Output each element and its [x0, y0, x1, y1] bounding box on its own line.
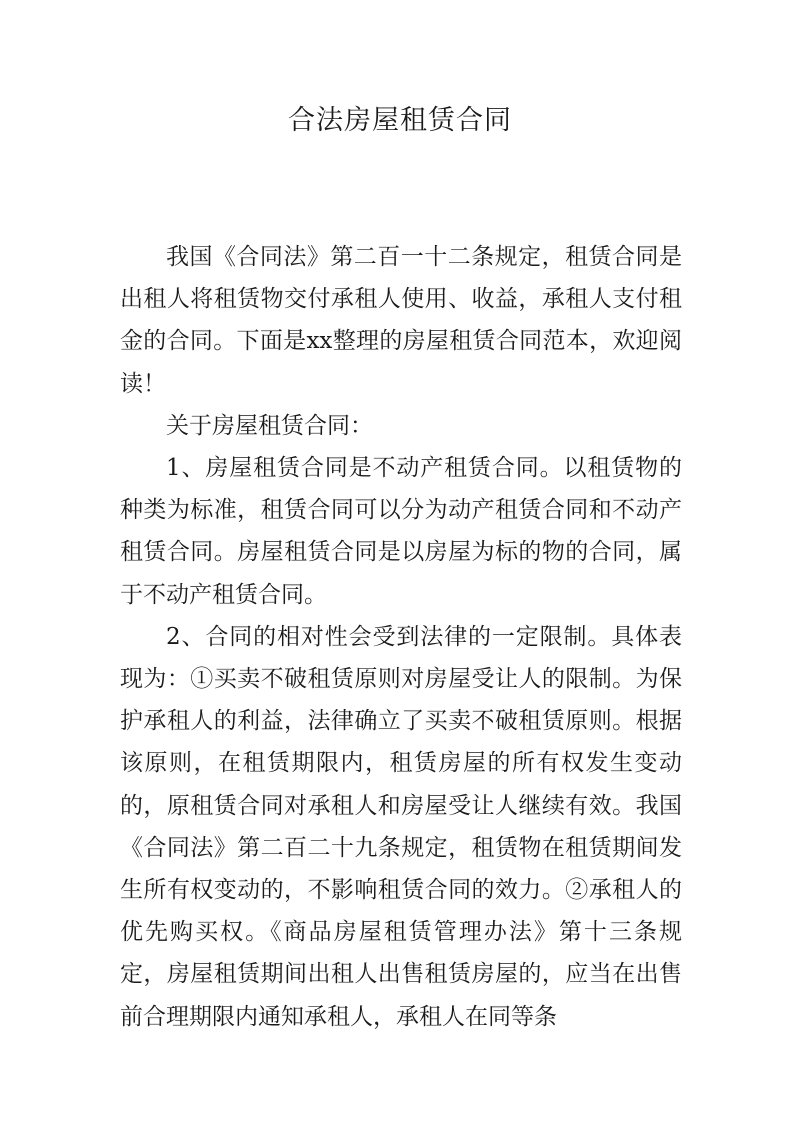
paragraph-section-heading: 关于房屋租赁合同：	[166, 412, 373, 439]
paragraph-point-1: 1、房屋租赁合同是不动产租赁合同。以租赁物的种类为标准，租赁合同可以分为动产租赁合同和不动产租赁合同。房屋租赁合同是以房屋为标的物的合同，属于不动产租赁合同。	[120, 455, 682, 608]
paragraph-point-2: 2、合同的相对性会受到法律的一定限制。具体表现为：①买卖不破租赁原则对房屋受让人的限制。为保护承租人的利益，法律确立了买卖不破租赁原则。根据该原则，在租赁期限内，租赁房屋的所有权发生变动的，原租赁合同对承租人和房屋受让人继续有效。我国《合同法》第二百二十九条规定，租赁物在租赁期间发生所有权变动的，不影响租赁合同的效力。②承租人的优先购买权。《商品房屋租赁管理办法》第十三条规定，房屋租赁期间出租人出售租赁房屋的，应当在出售前合理期限内通知承租人，承租人在同等条	[120, 623, 682, 1030]
paragraph-intro: 我国《合同法》第二百一十二条规定，租赁合同是出租人将租赁物交付承租人使用、收益，承租人支付租金的合同。下面是xx整理的房屋租赁合同范本，欢迎阅读！	[120, 244, 682, 397]
document-body	[120, 236, 682, 1038]
document-title: 合法房屋租赁合同	[288, 105, 512, 136]
